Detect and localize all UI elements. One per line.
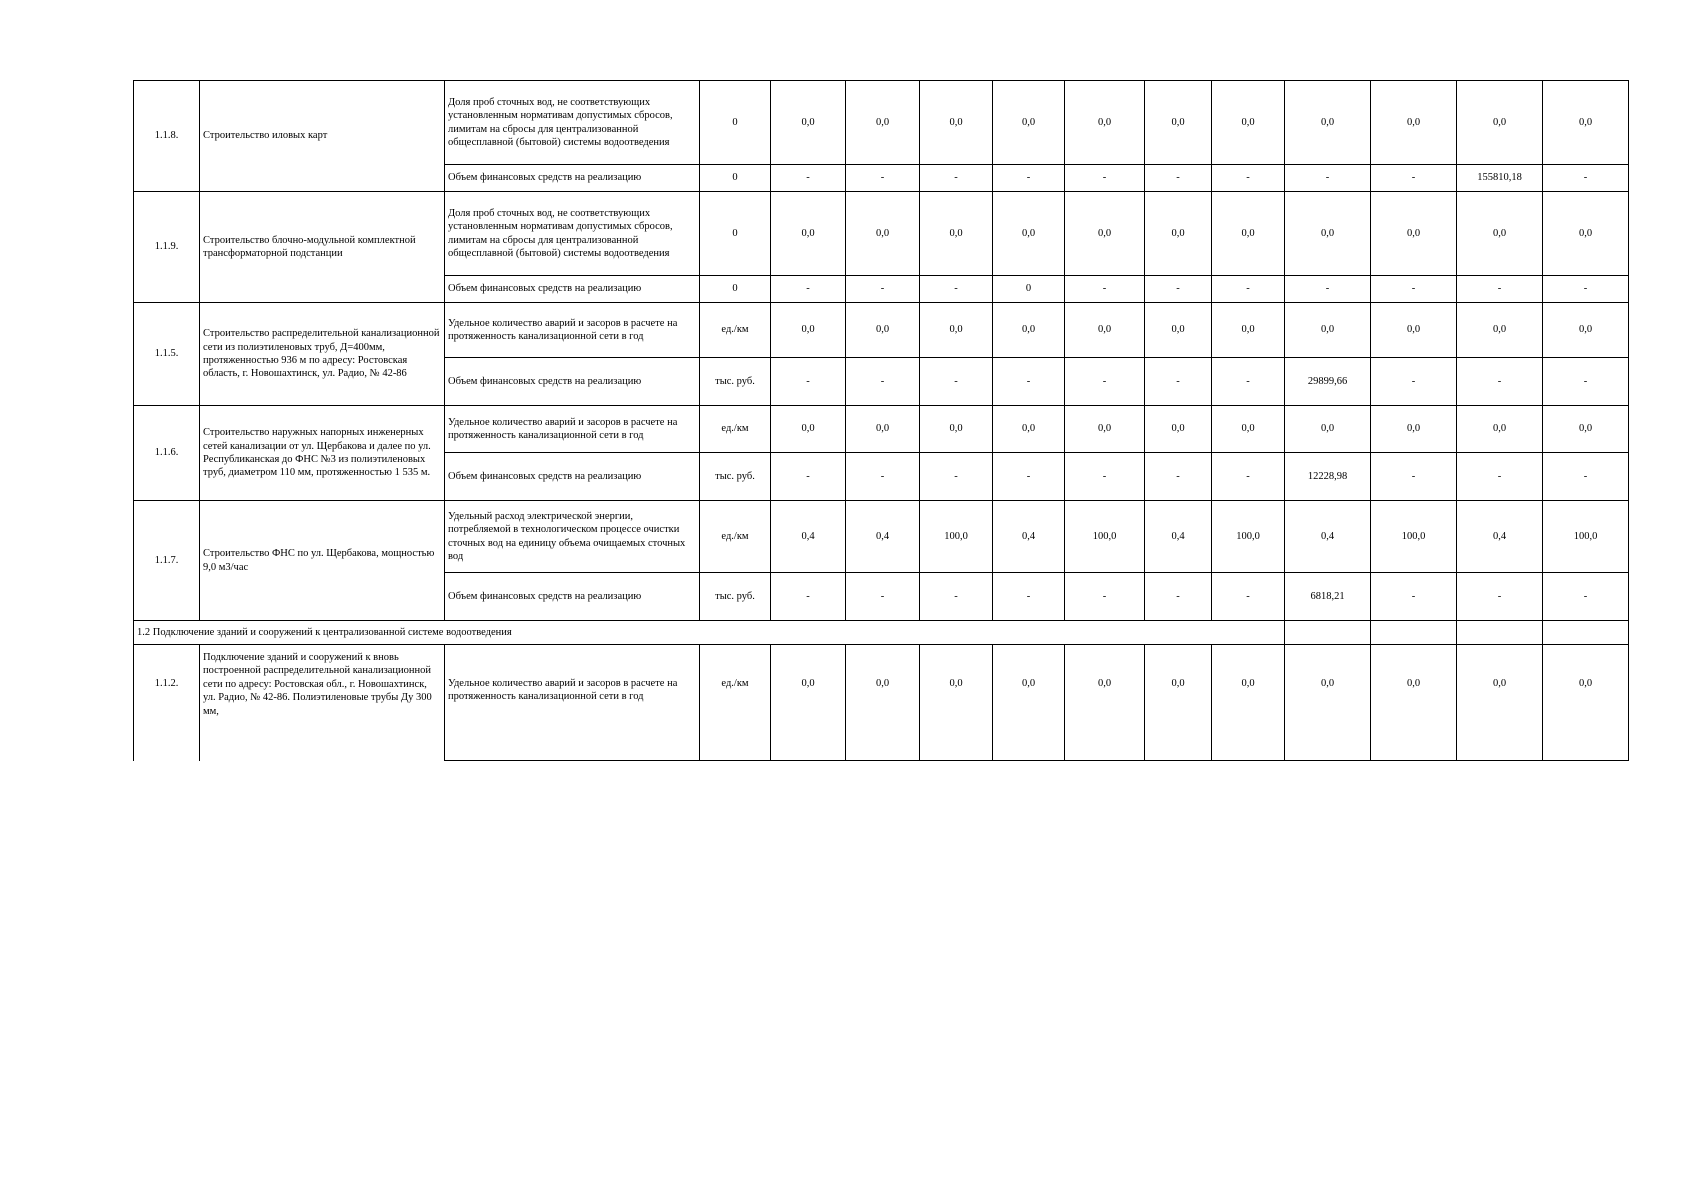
item-number: 1.1.9. [134, 192, 200, 303]
value-cell: 0,4 [1457, 501, 1543, 573]
unit-cell: ед./км [700, 501, 771, 573]
value-cell: 0,0 [1285, 192, 1371, 276]
value-cell: - [1285, 165, 1371, 192]
item-number: 1.1.8. [134, 81, 200, 192]
value-cell: - [1145, 358, 1212, 406]
value-cell: - [1371, 573, 1457, 621]
value-cell: - [1457, 358, 1543, 406]
value-cell: 0,0 [920, 192, 993, 276]
value-cell: 0,4 [771, 501, 846, 573]
indicator-name: Объем финансовых средств на реализацию [445, 358, 700, 406]
value-cell: - [1212, 453, 1285, 501]
table-row [134, 192, 1629, 276]
value-cell: 0,0 [1371, 406, 1457, 453]
value-cell: 6818,21 [1285, 573, 1371, 621]
unit-cell: ед./км [700, 406, 771, 453]
item-number: 1.1.7. [134, 501, 200, 621]
unit-cell: 0 [700, 165, 771, 192]
item-number: 1.1.5. [134, 303, 200, 406]
value-cell: 0,0 [993, 81, 1065, 165]
value-cell: - [771, 358, 846, 406]
unit-cell: тыс. руб. [700, 573, 771, 621]
value-cell: - [993, 573, 1065, 621]
unit-cell: тыс. руб. [700, 453, 771, 501]
value-cell: - [1371, 453, 1457, 501]
value-cell: 0,0 [1371, 645, 1457, 761]
value-cell: 0,0 [1285, 81, 1371, 165]
value-cell: - [920, 573, 993, 621]
value-cell: 0 [993, 276, 1065, 303]
value-cell: 0,0 [920, 303, 993, 358]
program-indicators-table [133, 80, 1629, 761]
unit-cell: 0 [700, 81, 771, 165]
value-cell: - [1065, 276, 1145, 303]
value-cell: 0,0 [1457, 645, 1543, 761]
value-cell: - [1543, 165, 1629, 192]
value-cell: - [920, 358, 993, 406]
value-cell: 0,4 [846, 501, 920, 573]
value-cell: - [1543, 453, 1629, 501]
indicator-name: Доля проб сточных вод, не соответствующих установленным нормативам допустимых сбросов, лимитам на сбросы для централизованной общесплавной (бытовой) системы водоотведения [445, 81, 700, 165]
empty-cell [1285, 621, 1371, 645]
value-cell: - [1212, 276, 1285, 303]
value-cell: 0,0 [1543, 406, 1629, 453]
value-cell: 0,0 [1543, 192, 1629, 276]
value-cell: 0,0 [846, 303, 920, 358]
value-cell: 0,0 [1065, 192, 1145, 276]
unit-cell: 0 [700, 276, 771, 303]
value-cell: 0,0 [1065, 81, 1145, 165]
value-cell: 0,0 [1457, 81, 1543, 165]
value-cell: 100,0 [1065, 501, 1145, 573]
value-cell: 0,4 [1145, 501, 1212, 573]
value-cell: 0,0 [1457, 303, 1543, 358]
value-cell: 0,0 [1145, 192, 1212, 276]
value-cell: - [1371, 276, 1457, 303]
value-cell: 100,0 [1371, 501, 1457, 573]
value-cell: 0,0 [1371, 303, 1457, 358]
value-cell: 0,0 [1212, 81, 1285, 165]
value-cell: - [771, 276, 846, 303]
value-cell: - [1065, 453, 1145, 501]
empty-cell [1543, 621, 1629, 645]
value-cell: 0,4 [993, 501, 1065, 573]
value-cell: 0,0 [993, 645, 1065, 761]
empty-cell [1371, 621, 1457, 645]
value-cell: - [920, 453, 993, 501]
value-cell: 29899,66 [1285, 358, 1371, 406]
value-cell: 0,0 [771, 81, 846, 165]
value-cell: 0,0 [920, 406, 993, 453]
table-row [134, 501, 1629, 573]
value-cell: - [1212, 165, 1285, 192]
value-cell: 0,0 [993, 303, 1065, 358]
item-name: Строительство блочно-модульной комплектной трансформаторной подстанции [200, 192, 445, 303]
value-cell: 0,0 [771, 303, 846, 358]
value-cell: 0,0 [993, 406, 1065, 453]
indicator-name: Объем финансовых средств на реализацию [445, 165, 700, 192]
value-cell: - [920, 276, 993, 303]
value-cell: - [1212, 358, 1285, 406]
value-cell: - [1371, 165, 1457, 192]
value-cell: - [1145, 276, 1212, 303]
value-cell: 0,0 [1543, 645, 1629, 761]
value-cell: 0,0 [771, 645, 846, 761]
value-cell: 0,0 [846, 406, 920, 453]
value-cell: 100,0 [1212, 501, 1285, 573]
item-number: 1.1.6. [134, 406, 200, 501]
value-cell: 0,0 [1285, 645, 1371, 761]
value-cell: - [846, 573, 920, 621]
value-cell: - [993, 358, 1065, 406]
table-row [134, 645, 1629, 761]
indicator-name: Объем финансовых средств на реализацию [445, 276, 700, 303]
value-cell: - [920, 165, 993, 192]
value-cell: 0,0 [1145, 303, 1212, 358]
table-row [134, 303, 1629, 358]
value-cell: 0,0 [920, 81, 993, 165]
value-cell: - [1543, 276, 1629, 303]
value-cell: - [1457, 573, 1543, 621]
value-cell: 0,0 [1145, 406, 1212, 453]
item-number: 1.1.2. [134, 645, 200, 761]
table-row [134, 406, 1629, 453]
value-cell: 0,0 [1457, 192, 1543, 276]
value-cell: 0,0 [1145, 81, 1212, 165]
indicator-name: Объем финансовых средств на реализацию [445, 573, 700, 621]
value-cell: 0,0 [1371, 81, 1457, 165]
value-cell: - [846, 453, 920, 501]
indicator-name: Удельное количество аварий и засоров в расчете на протяженность канализационной сети в год [445, 645, 700, 761]
value-cell: 100,0 [1543, 501, 1629, 573]
section-title: 1.2 Подключение зданий и сооружений к централизованной системе водоотведения [134, 621, 1285, 645]
item-name: Строительство наружных напорных инженерных сетей канализации от ул. Щербакова и далее по ул. Республиканская до ФНС №3 из полиэтиленовых труб, диаметром 110 мм, протяженностью 1 535 м. [200, 406, 445, 501]
item-name: Строительство ФНС по ул. Щербакова, мощностью 9,0 м3/час [200, 501, 445, 621]
value-cell: 0,0 [1065, 406, 1145, 453]
indicator-name: Объем финансовых средств на реализацию [445, 453, 700, 501]
unit-cell: ед./км [700, 303, 771, 358]
value-cell: - [771, 165, 846, 192]
item-name: Строительство иловых карт [200, 81, 445, 192]
value-cell: 0,0 [1285, 303, 1371, 358]
empty-cell [1457, 621, 1543, 645]
value-cell: 0,0 [1212, 192, 1285, 276]
value-cell: 0,0 [1212, 303, 1285, 358]
value-cell: 0,0 [771, 406, 846, 453]
value-cell: - [771, 573, 846, 621]
value-cell: 0,0 [993, 192, 1065, 276]
value-cell: 0,0 [1457, 406, 1543, 453]
value-cell: - [993, 453, 1065, 501]
value-cell: 0,0 [1065, 645, 1145, 761]
value-cell: - [1543, 573, 1629, 621]
item-name: Подключение зданий и сооружений к вновь построенной распределительной канализационной сети по адресу: Ростовская обл., г. Новошахтинск, ул. Радио, № 42-86. Полиэтиленовые трубы Ду 300 мм, [200, 645, 445, 761]
indicator-name: Удельное количество аварий и засоров в расчете на протяженность канализационной сети в год [445, 406, 700, 453]
value-cell: 155810,18 [1457, 165, 1543, 192]
value-cell: 0,4 [1285, 501, 1371, 573]
value-cell: 0,0 [1285, 406, 1371, 453]
value-cell: 0,0 [1145, 645, 1212, 761]
unit-cell: тыс. руб. [700, 358, 771, 406]
value-cell: 0,0 [1371, 192, 1457, 276]
unit-cell: 0 [700, 192, 771, 276]
value-cell: 0,0 [846, 645, 920, 761]
value-cell: 0,0 [1065, 303, 1145, 358]
value-cell: 12228,98 [1285, 453, 1371, 501]
value-cell: - [1371, 358, 1457, 406]
indicator-name: Удельный расход электрической энергии, потребляемой в технологическом процессе очистки сточных вод на единицу объема очищаемых сточных вод [445, 501, 700, 573]
item-name: Строительство распределительной канализационной сети из полиэтиленовых труб, Д=400мм, протяженностью 936 м по адресу: Ростовская область, г. Новошахтинск, ул. Радио, № 42-86 [200, 303, 445, 406]
value-cell: 0,0 [920, 645, 993, 761]
value-cell: - [1457, 276, 1543, 303]
value-cell: - [1543, 358, 1629, 406]
indicator-name: Удельное количество аварий и засоров в расчете на протяженность канализационной сети в год [445, 303, 700, 358]
value-cell: - [1145, 573, 1212, 621]
value-cell: 0,0 [846, 81, 920, 165]
value-cell: - [1145, 453, 1212, 501]
value-cell: 100,0 [920, 501, 993, 573]
value-cell: 0,0 [771, 192, 846, 276]
value-cell: - [1457, 453, 1543, 501]
value-cell: - [771, 453, 846, 501]
value-cell: - [846, 276, 920, 303]
value-cell: - [1145, 165, 1212, 192]
unit-cell: ед./км [700, 645, 771, 761]
indicator-name: Доля проб сточных вод, не соответствующих установленным нормативам допустимых сбросов, лимитам на сбросы для централизованной общесплавной (бытовой) системы водоотведения [445, 192, 700, 276]
value-cell: 0,0 [846, 192, 920, 276]
value-cell: 0,0 [1212, 645, 1285, 761]
value-cell: 0,0 [1212, 406, 1285, 453]
value-cell: 0,0 [1543, 81, 1629, 165]
value-cell: - [993, 165, 1065, 192]
section-row [134, 621, 1629, 645]
value-cell: - [1065, 573, 1145, 621]
value-cell: - [846, 358, 920, 406]
value-cell: - [1065, 358, 1145, 406]
table-row [134, 81, 1629, 165]
value-cell: 0,0 [1543, 303, 1629, 358]
value-cell: - [1065, 165, 1145, 192]
value-cell: - [846, 165, 920, 192]
value-cell: - [1212, 573, 1285, 621]
value-cell: - [1285, 276, 1371, 303]
